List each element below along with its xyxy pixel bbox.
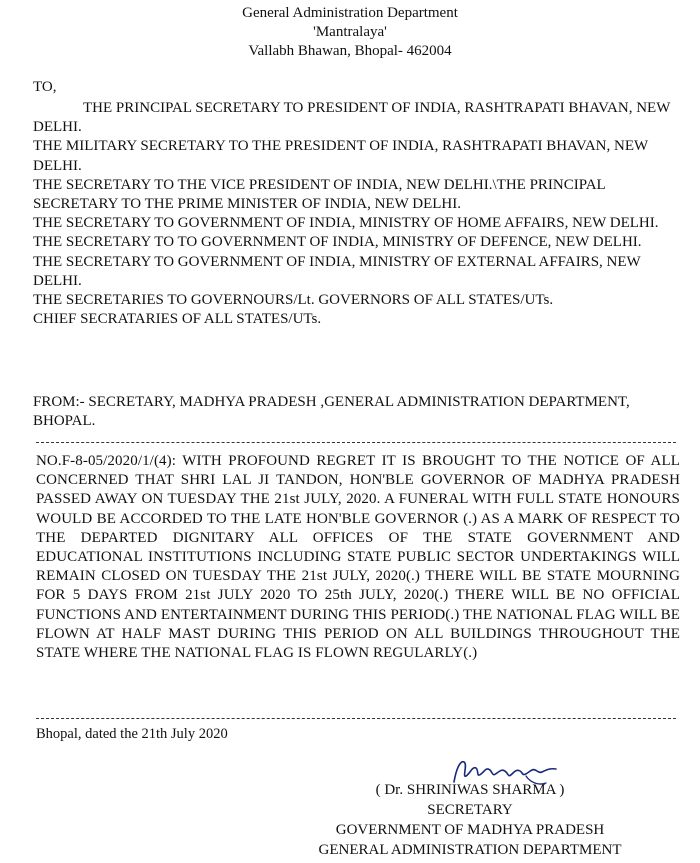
- notice-body: NO.F-8-05/2020/1/(4): WITH PROFOUND REGRET IT IS BROUGHT TO THE NOTICE OF ALL CONCERNED THAT SHRI LAL JI TANDON, HON'BLE GOVERNOR OF MADHYA PRADESH PASSED AWAY ON TUESDAY THE 21st JULY, 2020. A FUNERAL WITH FULL STATE HONOURS WOULD BE ACCORDED TO THE LATE HON'BLE GOVERNOR (.) AS A MARK OF RESPECT TO THE DEPARTED DIGNITARY ALL OFFICES OF THE STATE GOVERNMENT AND EDUCATIONAL INSTITUTIONS INCLUDING STATE PUBLIC SECTOR UNDERTAKINGS WILL REMAIN CLOSED ON TUESDAY THE 21st JULY, 2020(.) THERE WILL BE STATE MOURNING FOR 5 DAYS FROM 21st JULY 2020 TO 25th JULY, 2020(.) THERE WILL BE NO OFFICIAL FUNCTIONS AND ENTERTAINMENT DURING THIS PERIOD(.) THE NATIONAL FLAG WILL BE FLOWN AT HALF MAST DURING THIS PERIOD ON ALL BUILDINGS THROUGHOUT THE STATE WHERE THE NATIONAL FLAG IS FLOWN REGULARLY(.): [36, 453, 680, 662]
- addressee-item: THE PRINCIPAL SECRETARY TO PRESIDENT OF INDIA, RASHTRAPATI BHAVAN, NEW DELHI.: [33, 100, 671, 136]
- signatory-designation: SECRETARY: [427, 802, 513, 818]
- addressee-item: THE SECRETARY TO GOVERNMENT OF INDIA, MINISTRY OF HOME AFFAIRS, NEW DELHI.: [33, 215, 659, 232]
- header-department: General Administration Department: [242, 5, 458, 21]
- from-line: FROM:- SECRETARY, MADHYA PRADESH ,GENERAL ADMINISTRATION DEPARTMENT, BHOPAL.: [33, 394, 630, 429]
- divider-bottom: [36, 718, 676, 719]
- addressee-item: THE SECRETARY TO THE VICE PRESIDENT OF INDIA, NEW DELHI.\THE PRINCIPAL SECRETARY TO THE PRIME MINISTER OF INDIA, NEW DELHI.: [33, 176, 606, 213]
- addressee-item: THE MILITARY SECRETARY TO THE PRESIDENT OF INDIA, RASHTRAPATI BHAVAN, NEW DELHI.: [33, 138, 648, 174]
- header-building: 'Mantralaya': [313, 24, 387, 40]
- header-address: Vallabh Bhawan, Bhopal- 462004: [248, 43, 452, 59]
- signatory-department: GENERAL ADMINISTRATION DEPARTMENT: [318, 842, 622, 858]
- signatory-name: ( Dr. SHRINIWAS SHARMA ): [375, 782, 565, 798]
- addressee-list: [33, 99, 673, 329]
- addressee-item: THE SECRETARIES TO GOVERNOURS/Lt. GOVERNORS OF ALL STATES/UTs.: [33, 292, 554, 309]
- divider-top: [36, 442, 676, 443]
- to-label: TO,: [33, 79, 57, 95]
- addressee-item: THE SECRETARY TO GOVERNMENT OF INDIA, MINISTRY OF EXTERNAL AFFAIRS, NEW DELHI.: [33, 253, 641, 289]
- signatory-government: GOVERNMENT OF MADHYA PRADESH: [335, 822, 605, 838]
- addressee-item: CHIEF SECRATARIES OF ALL STATES/UTs.: [33, 311, 322, 328]
- date-line: Bhopal, dated the 21th July 2020: [36, 726, 228, 742]
- addressee-item: THE SECRETARY TO TO GOVERNMENT OF INDIA, MINISTRY OF DEFENCE, NEW DELHI.: [33, 234, 642, 251]
